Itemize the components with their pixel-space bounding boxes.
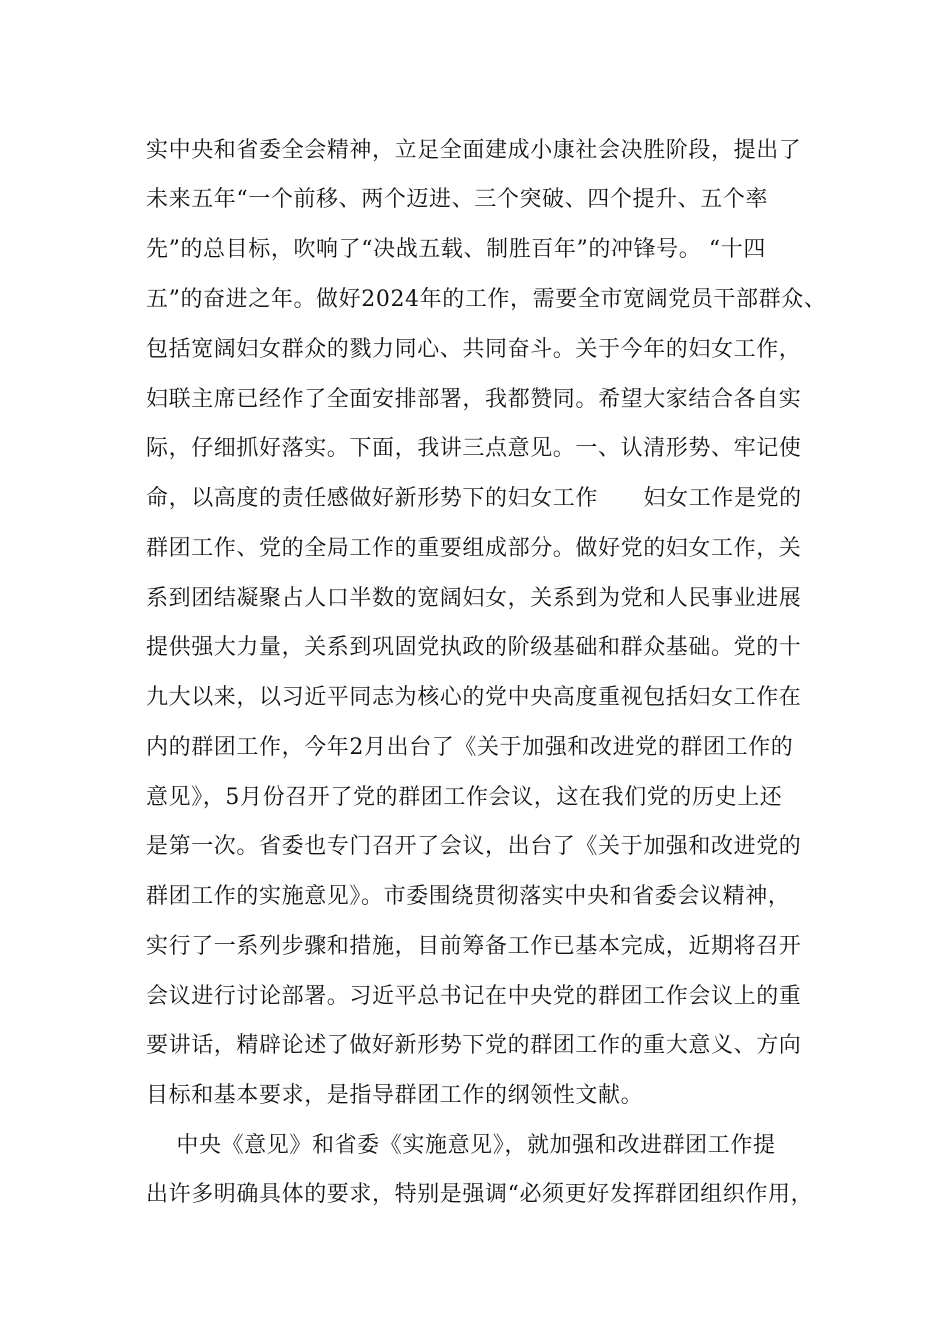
- text-line: 先”的总目标，吹响了“决战五载、制胜百年”的冲锋号。 “十四: [146, 237, 766, 262]
- text-line: 是第一次。省委也专门召开了会议，出台了《关于加强和改进党的: [146, 834, 802, 859]
- text-line: 命，以高度的责任感做好新形势下的妇女工作 妇女工作是党的: [146, 486, 802, 511]
- text-line: 九大以来，以习近平同志为核心的党中央高度重视包括妇女工作在: [146, 685, 802, 710]
- text-line: 提供强大力量，关系到巩固党执政的阶级基础和群众基础。党的十: [146, 635, 802, 660]
- text-line: 系到团结凝聚占人口半数的宽阔妇女，关系到为党和人民事业进展: [146, 586, 802, 611]
- text-line: 包括宽阔妇女群众的戮力同心、共同奋斗。关于今年的妇女工作，: [146, 337, 802, 362]
- text-line: 际，仔细抓好落实。下面，我讲三点意见。一、认清形势、牢记使: [146, 436, 802, 461]
- text-line: 群团工作的实施意见》。市委围绕贯彻落实中央和省委会议精神，: [146, 884, 791, 909]
- text-line: 内的群团工作，今年2月出台了《关于加强和改进党的群团工作的: [146, 735, 794, 760]
- text-line: 要讲话，精辟论述了做好新形势下党的群团工作的重大意义、方向: [146, 1033, 802, 1058]
- text-line: 意见》，5月份召开了党的群团工作会议，这在我们党的历史上还: [146, 785, 783, 810]
- text-line: 中央《意见》和省委《实施意见》，就加强和改进群团工作提: [146, 1133, 776, 1158]
- text-line: 未来五年“一个前移、两个迈进、三个突破、四个提升、五个率: [146, 187, 769, 212]
- text-line: 五”的奋进之年。做好2024年的工作，需要全市宽阔党员干部群众、: [146, 287, 827, 312]
- text-line: 妇联主席已经作了全面安排部署，我都赞同。希望大家结合各自实: [146, 387, 802, 412]
- text-line: 实中央和省委全会精神，立足全面建成小康社会决胜阶段，提出了: [146, 138, 802, 163]
- text-line: 出许多明确具体的要求，特别是强调“必须更好发挥群团组织作用，: [146, 1182, 814, 1207]
- text-line: 实行了一系列步骤和措施，目前筹备工作已基本完成，近期将召开: [146, 934, 802, 959]
- text-line: 群团工作、党的全局工作的重要组成部分。做好党的妇女工作，关: [146, 536, 802, 561]
- text-line: 目标和基本要求，是指导群团工作的纲领性文献。: [146, 1083, 644, 1108]
- text-line: 会议进行讨论部署。习近平总书记在中央党的群团工作会议上的重: [146, 984, 802, 1009]
